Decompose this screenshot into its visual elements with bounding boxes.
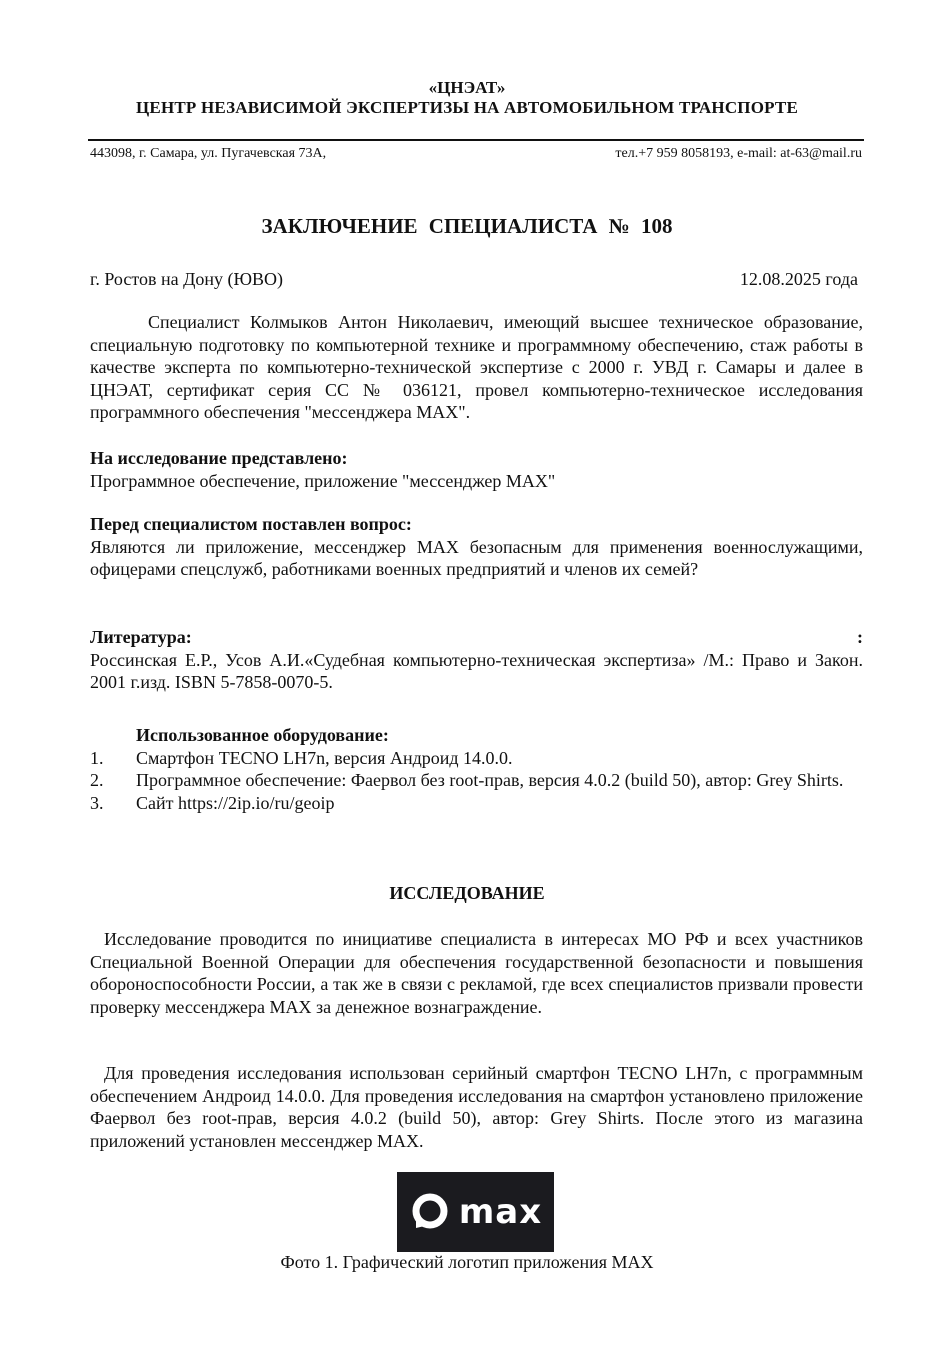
question-heading: Перед специалистом поставлен вопрос: xyxy=(90,514,412,534)
question-section xyxy=(90,513,863,581)
document-date: 12.08.2025 года xyxy=(739,269,858,289)
research-heading: ИССЛЕДОВАНИЕ xyxy=(389,883,545,903)
equipment-item xyxy=(90,769,863,792)
equipment-item-number: 1. xyxy=(90,747,104,768)
max-logo-text: max xyxy=(458,1192,543,1232)
question-text: Являются ли приложение, мессенджер МАХ безопасным для применения военнослужащими, офицерами спецслужб, работниками военных предприятий и членов их семей? xyxy=(90,536,863,579)
equipment-heading: Использованное оборудование: xyxy=(136,725,389,745)
equipment-item-text: Программное обеспечение: Фаервол без root-прав, версия 4.0.2 (build 50), автор: Grey Shirts. xyxy=(136,770,844,790)
submitted-section xyxy=(90,447,863,492)
max-logo-icon xyxy=(409,1191,451,1233)
intro-paragraph: Специалист Колмыков Антон Николаевич, имеющий высшее техническое образование, специальную подготовку по компьютерной технике и программному обеспечению, стаж работы в качестве эксперта по компьютерно-технической экспертизе с 2000 г. УВД г. Самары и далее в ЦНЭАТ, сертификат серия СС № 036121, провел компьютерно-техническое исследования программного обеспечения "мессенджера МАХ". xyxy=(90,312,863,422)
header-divider xyxy=(88,139,864,141)
equipment-item-text: Смартфон TECNO LH7n, версия Андроид 14.0.0. xyxy=(136,747,513,768)
equipment-item xyxy=(90,747,863,770)
literature-colon: : xyxy=(857,627,863,647)
literature-heading-row xyxy=(90,626,863,649)
research-paragraph-2: Для проведения исследования использован серийный смартфон TECNO LH7n, с программным обеспечением Андроид 14.0.0. Для проведения исследования на смартфон установлено приложение Фаервол без root-прав, версия 4.0.2 (build 50), автор: Grey Shirts. После этого из магазина приложений установлен мессенджер МАХ. xyxy=(90,1063,863,1151)
equipment-item-number: 3. xyxy=(90,792,104,813)
document-title: ЗАКЛЮЧЕНИЕ СПЕЦИАЛИСТА № 108 xyxy=(261,214,673,238)
literature-heading: Литература: xyxy=(90,627,192,647)
research-paragraph-1: Исследование проводится по инициативе специалиста в интересах МО РФ и всех участников Специальной Военной Операции для обеспечения государственной безопасности и повышения обороноспособности России, а так же в связи с рекламой, где всех специалистов призвали провести проверку мессенджера МАХ за денежное вознаграждение. xyxy=(90,929,863,1017)
submitted-heading: На исследование представлено: xyxy=(90,448,348,468)
document-city: г. Ростов на Дону (ЮВО) xyxy=(90,269,284,289)
equipment-item xyxy=(90,792,863,815)
literature-text: Россинская Е.Р., Усов А.И.«Судебная компьютерно-техническая экспертиза» /М.: Право и Закон. 2001 г.изд. ISBN 5-7858-0070-5. xyxy=(90,649,863,692)
org-contacts: тел.+7 959 8058193, e-mail: at-63@mail.ru xyxy=(615,146,862,161)
equipment-item-text: Сайт https://2ip.io/ru/geoip xyxy=(136,792,335,813)
org-short-name: «ЦНЭАТ» xyxy=(428,78,506,97)
org-address: 443098, г. Самара, ул. Пугачевская 73А, xyxy=(90,146,327,161)
equipment-item-number: 2. xyxy=(90,770,104,790)
max-logo xyxy=(397,1172,554,1252)
submitted-text: Программное обеспечение, приложение "мессенджер МАХ" xyxy=(90,470,556,491)
equipment-section xyxy=(90,724,863,814)
literature-section xyxy=(90,626,863,694)
figure-caption: Фото 1. Графический логотип приложения МАХ xyxy=(280,1252,654,1272)
org-full-name: ЦЕНТР НЕЗАВИСИМОЙ ЭКСПЕРТИЗЫ НА АВТОМОБИЛЬНОМ ТРАНСПОРТЕ xyxy=(135,98,799,117)
